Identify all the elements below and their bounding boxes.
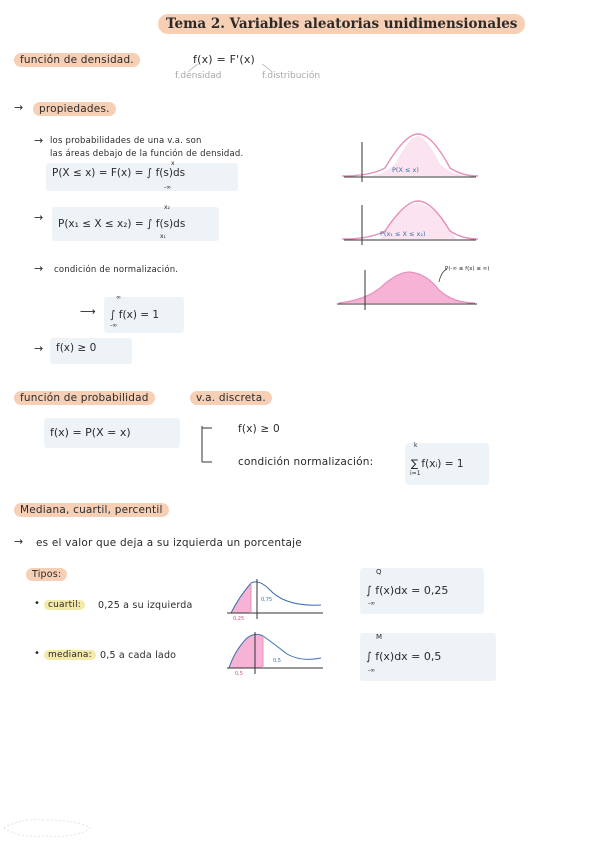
page-title: Tema 2. Variables aleatorias unidimensionales [158,14,525,34]
integral-lower: -∞ [368,600,376,607]
density-formula: f(x) = F'(x) [193,53,256,66]
density-heading: función de densidad. [14,53,140,67]
bullet-dot-icon: • [34,598,40,609]
integral-lower: x₁ [160,233,166,240]
cuartil-fill [231,583,251,613]
sum-upper: k [414,442,418,449]
graph2-label: P(x₁ ≤ X ≤ x₂) [380,230,426,238]
bullet-arrow-icon: → [34,211,44,224]
mediana-formula: ∫ f(x)dx = 0,5 [366,650,442,663]
bullet-dot-icon: • [34,648,40,659]
integral-upper: Q [376,568,382,576]
integral-upper: x₂ [164,204,170,211]
probability-heading: función de probabilidad [14,391,155,405]
formula-box [46,163,238,191]
distribution-note: f.distribución [262,71,321,81]
integral-lower: -∞ [368,667,376,674]
properties-heading: propiedades. [33,102,116,116]
properties-item3-text: condición de normalización. [54,265,179,275]
bullet-arrow-icon: → [34,262,44,275]
bullet-arrow-icon: → [34,134,44,147]
density-graph-2 [340,195,480,250]
probability-sum-formula: ∑ f(xᵢ) = 1 [411,458,464,470]
properties-item1-line2: las áreas debajo de la función de densidad. [50,149,244,159]
density-graph-1 [340,128,480,188]
properties-item4-formula: f(x) ≥ 0 [56,342,97,354]
formula-box [405,443,489,485]
integral-lower: -∞ [164,184,172,191]
median-definition: es el valor que deja a su izquierda un porcentaje [36,537,302,549]
mediana-left-label: 0,5 [235,671,243,676]
sum-lower: i=1 [410,470,421,477]
density-note: f.densidad [175,71,222,81]
cuartil-left-label: 0,25 [233,616,245,622]
cuartil-right-label: 0,75 [261,597,273,603]
discrete-tag: v.a. discreta. [190,391,272,405]
branch-bracket [196,424,226,468]
median-heading: Mediana, cuartil, percentil [14,503,169,517]
formula-box [44,418,180,448]
density-note-arrows [180,58,280,78]
properties-item1-line1: los probabilidades de una v.a. son [50,136,202,146]
cuartil-name: cuartil: [44,600,85,610]
integral-upper: x [171,160,175,167]
properties-item3-formula: ∫ f(x) = 1 [110,309,160,321]
mediana-graph [225,628,325,676]
integral-lower: -∞ [110,322,118,329]
properties-item2-formula: P(x₁ ≤ X ≤ x₂) = ∫ f(s)ds [58,218,186,230]
density-graph-3 [335,260,525,315]
graph3-label: P(-∞ ≤ f(x) ≤ ∞) [445,266,490,272]
bullet-arrow-icon: → [14,101,24,114]
bullet-arrow-icon: → [14,535,24,548]
cuartil-text: 0,25 a su izquierda [98,600,193,611]
formula-box [50,338,132,364]
mediana-right-label: 0,5 [273,658,281,664]
properties-item1-formula: P(X ≤ x) = F(x) = ∫ f(s)ds [52,167,186,179]
cuartil-graph [225,575,325,623]
bullet-arrow-icon: ⟶ [80,305,96,318]
bullet-arrow-icon: → [34,342,44,355]
integral-upper: ∞ [116,294,121,301]
mediana-text: 0,5 a cada lado [100,650,177,661]
integral-upper: M [376,633,383,641]
probability-right1: f(x) ≥ 0 [238,423,280,435]
formula-box [52,207,219,241]
graph1-label: P(X ≤ x) [392,166,419,174]
probability-formula: f(x) = P(X = x) [50,426,131,439]
cuartil-formula: ∫ f(x)dx = 0,25 [366,584,449,597]
types-label: Tipos: [26,568,67,581]
probability-right2: condición normalización: [238,456,374,468]
faint-doodle [0,812,100,842]
mediana-name: mediana: [44,650,96,660]
